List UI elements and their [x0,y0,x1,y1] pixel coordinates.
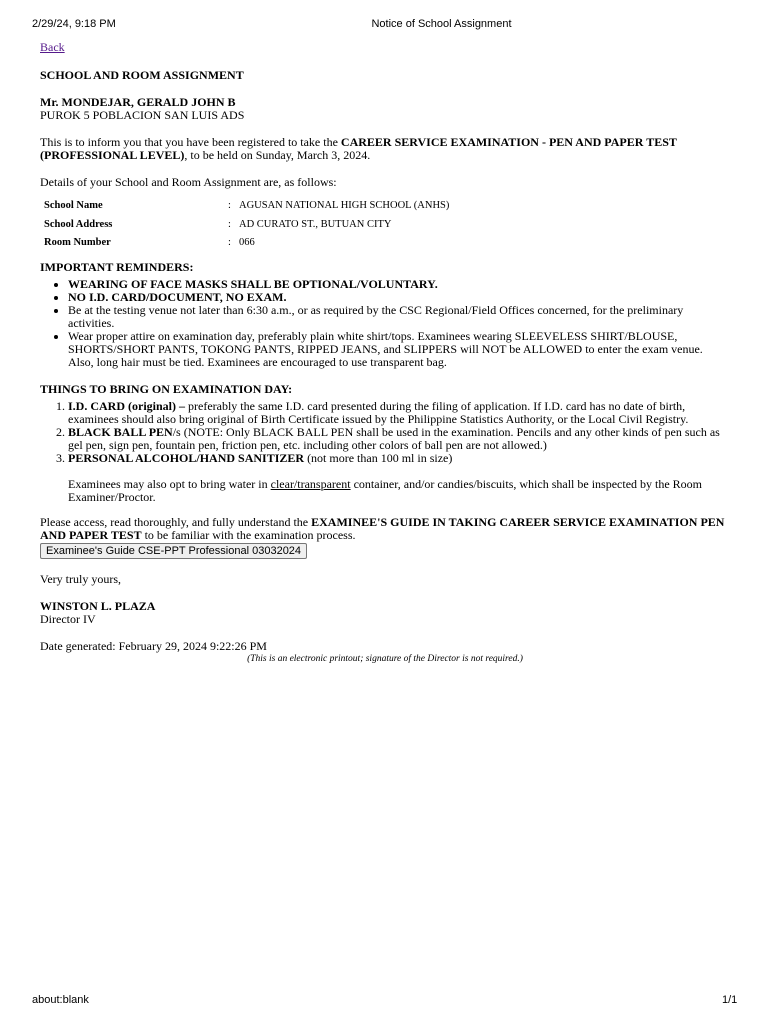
item-text: preferably the same I.D. card presented during the filing of application. If I.D. card has no date of birth, examinees should also bring original of Birth Certificate issued by the Philippine Statistics Authority, or the Local Civil Registry. [68,398,689,426]
notice-content [40,41,730,666]
school-name-value: AGUSAN NATIONAL HIGH SCHOOL (ANHS) [239,200,450,211]
school-address-value: AD CURATO ST., BUTUAN CITY [239,218,392,230]
print-header-title: Notice of School Assignment [371,18,512,30]
detail-label: School Name [44,200,103,211]
signatory-name: WINSTON L. PLAZA [40,598,156,613]
print-header-datetime: 2/29/24, 9:18 PM [32,18,116,30]
signatory-title: Director IV [40,611,96,626]
detail-separator: : [228,237,231,248]
list-item: • NO I.D. CARD/DOCUMENT, NO EXAM. [68,291,730,304]
closing: Very truly yours, [40,571,121,586]
list-item [68,400,730,426]
guide-text: Please access, read thoroughly, and fully understand the [40,514,312,529]
water-text: Examinees may also opt to bring water in [68,476,271,491]
signature-block [40,600,730,626]
item-text: (not more than 100 ml in size) [304,450,453,465]
date-generated: Date generated: February 29, 2024 9:22:26 PM [40,638,267,653]
detail-label: Room Number [44,237,111,248]
intro-text: This is to inform you that you have been registered to take the [40,135,341,149]
room-number-value: 066 [239,237,255,248]
examinee-address: PUROK 5 POBLACION SAN LUIS ADS [40,108,245,122]
detail-label: School Address [44,218,113,230]
item-text: /s (NOTE: Only BLACK BALL PEN shall be used in the examination. Pencils and any other kinds of pen such as gel pen, sign pen, fountain pen, friction pen, etc. including other colors of ball pen are not allowed.) [68,424,720,452]
list-item: • Wear proper attire on examination day, preferably plain white shirt/tops. Examinees wearing SLEEVELESS SHIRT/BLOUSE, SHORTS/SHORT PANTS, TOKONG PANTS, RIPPED JEANS, and SLIPPERS will NOT be ALLOWED to enter the exam venue. Also, long hair must be tied. Examinees are encouraged to use transparent bag. [68,330,730,369]
item-title: I.D. CARD (original) – [68,398,185,413]
reminders-list [40,278,730,369]
exam-date-text: , to be held on Sunday, March 3, 2024. [184,148,371,162]
water-underlined-text: clear/transparent [270,476,351,491]
examinee-block [40,96,730,122]
table-row [42,199,449,218]
details-intro: Details of your School and Room Assignment are, as follows: [40,175,337,189]
intro-paragraph [40,136,730,162]
bring-heading: THINGS TO BRING ON EXAMINATION DAY: [40,381,293,396]
bring-list [40,400,730,465]
electronic-printout-note: (This is an electronic printout; signature of the Director is not required.) [247,653,523,664]
reminders-heading: IMPORTANT REMINDERS: [40,259,194,274]
guide-name: EXAMINEE'S GUIDE IN TAKING CAREER SERVICE EXAMINATION PEN AND PAPER TEST [40,514,725,542]
back-link[interactable]: Back [40,40,65,54]
examinee-name: Mr. MONDEJAR, GERALD JOHN B [40,95,236,109]
list-item: • Be at the testing venue not later than 6:30 a.m., or as required by the CSC Regional/Field Offices concerned, for the preliminary activities. [68,304,730,330]
list-item: • WEARING OF FACE MASKS SHALL BE OPTIONAL/VOLUNTARY. [68,278,730,291]
table-row [42,236,449,255]
water-text-end: container, and/or candies/biscuits, which shall be inspected by the Room Examiner/Proctor. [68,476,703,504]
examinee-guide-button[interactable]: Examinee's Guide CSE-PPT Professional 03032024 [40,543,307,559]
item-title: BLACK BALL PEN [68,424,173,439]
guide-text-end: to be familiar with the examination process. [141,527,356,542]
item-title: PERSONAL ALCOHOL/HAND SANITIZER [68,450,305,465]
assignment-details-table [42,199,449,255]
detail-separator: : [228,218,231,230]
print-footer-url: about:blank [32,994,89,1006]
page-heading: SCHOOL AND ROOM ASSIGNMENT [40,68,244,82]
table-row [42,218,449,237]
water-note [68,478,730,504]
list-item [68,426,730,452]
guide-paragraph [40,516,730,542]
detail-separator: : [228,200,231,211]
print-footer-page: 1/1 [722,994,738,1006]
exam-name: CAREER SERVICE EXAMINATION - PEN AND PAPER TEST (PROFESSIONAL LEVEL) [40,135,677,162]
list-item [68,452,730,465]
